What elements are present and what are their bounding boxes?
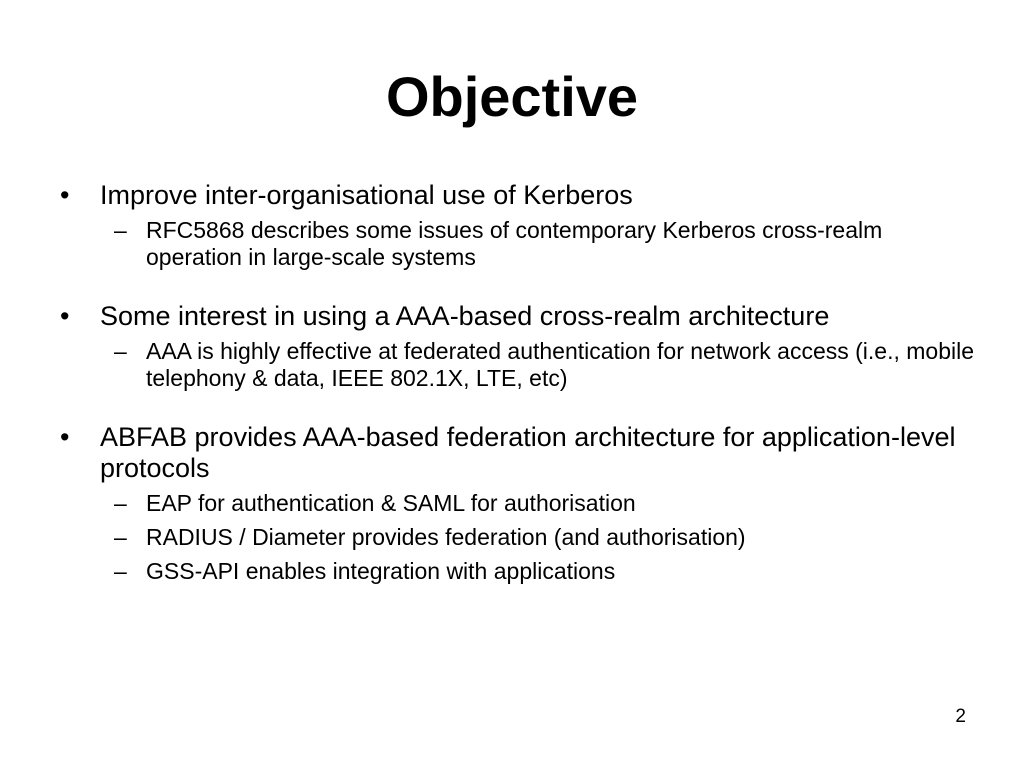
bullet-icon: • bbox=[60, 301, 70, 331]
bullet-item bbox=[60, 301, 980, 332]
dash-icon: – bbox=[114, 217, 127, 243]
dash-icon: – bbox=[114, 558, 127, 584]
bullet-item bbox=[60, 422, 980, 484]
dash-icon: – bbox=[114, 524, 127, 550]
dash-icon: – bbox=[114, 338, 127, 364]
bullet-group-1 bbox=[60, 180, 980, 271]
sub-bullet-text: EAP for authentication & SAML for authorisation bbox=[146, 490, 636, 516]
sub-bullet-text: AAA is highly effective at federated authentication for network access (i.e., mobile telephony & data, IEEE 802.1X, LTE, etc) bbox=[146, 338, 975, 391]
bullet-group-3 bbox=[60, 422, 980, 585]
bullet-icon: • bbox=[60, 180, 70, 210]
sub-bullet-text: RADIUS / Diameter provides federation (and authorisation) bbox=[146, 524, 746, 550]
bullet-icon: • bbox=[60, 422, 70, 452]
slide-body bbox=[60, 180, 980, 615]
sub-bullet-item bbox=[114, 490, 980, 517]
sub-bullet-text: RFC5868 describes some issues of contemporary Kerberos cross-realm operation in large-scale systems bbox=[146, 217, 883, 270]
dash-icon: – bbox=[114, 490, 127, 516]
bullet-group-2 bbox=[60, 301, 980, 392]
bullet-text: Improve inter-organisational use of Kerberos bbox=[100, 180, 633, 210]
sub-bullet-item bbox=[114, 524, 980, 551]
slide-title: Objective bbox=[385, 65, 639, 128]
bullet-item bbox=[60, 180, 980, 211]
sub-bullet-item bbox=[114, 338, 980, 392]
bullet-text: ABFAB provides AAA-based federation architecture for application-level protocols bbox=[100, 422, 956, 483]
sub-bullet-item bbox=[114, 217, 980, 271]
sub-bullet-item bbox=[114, 558, 980, 585]
page-number: 2 bbox=[955, 706, 966, 727]
bullet-text: Some interest in using a AAA-based cross-realm architecture bbox=[100, 301, 830, 331]
sub-bullet-text: GSS-API enables integration with applications bbox=[146, 558, 616, 584]
